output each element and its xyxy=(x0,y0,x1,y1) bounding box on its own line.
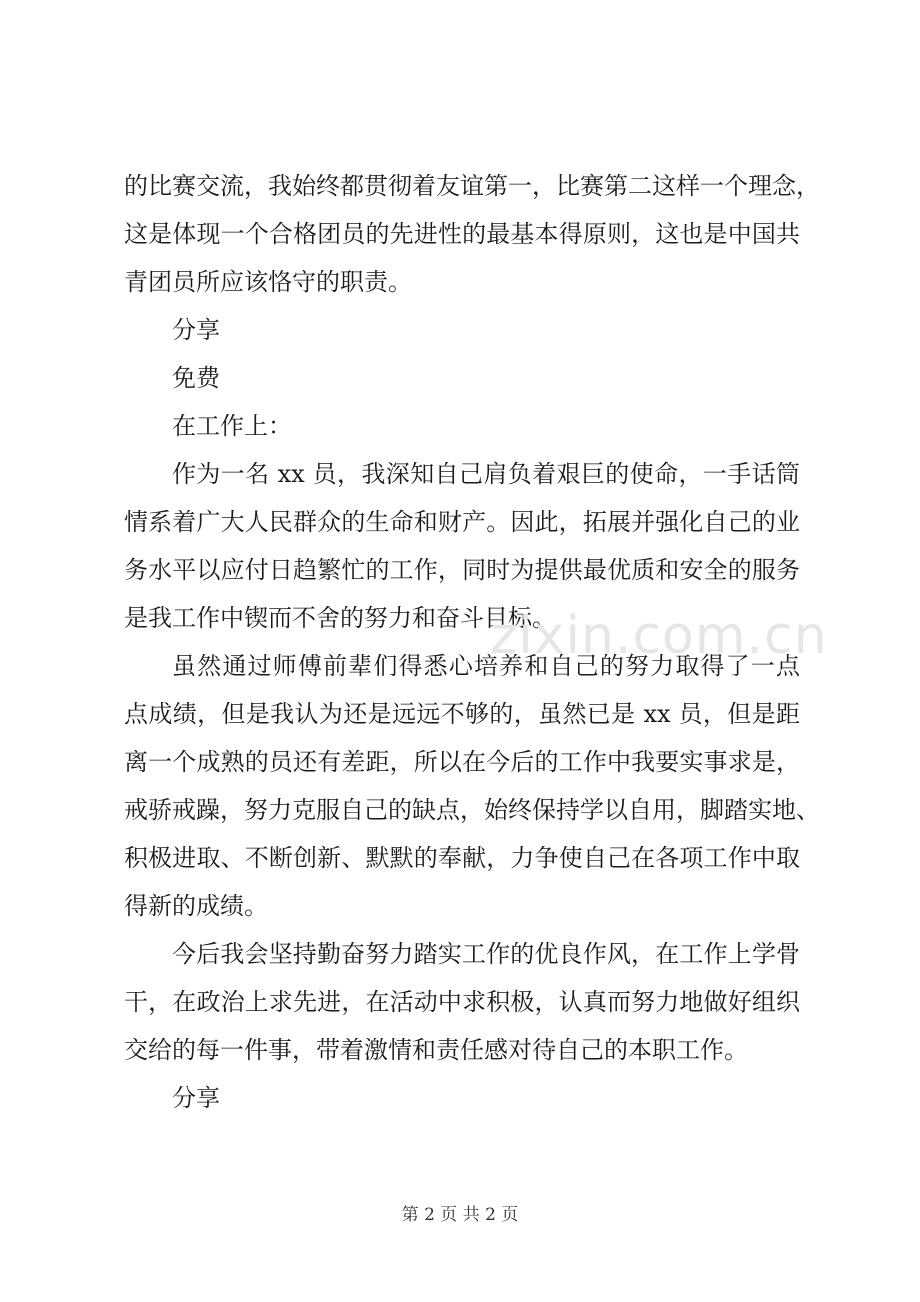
text-line: 戒骄戒躁，努力克服自己的缺点，始终保持学以自用，脚踏实地、 xyxy=(124,796,820,824)
text-line: 是我工作中锲而不舍的努力和奋斗目标。 xyxy=(124,604,556,632)
text-line: 分享 xyxy=(172,1084,220,1112)
section-heading: 在工作上： xyxy=(172,412,292,440)
text-line: 务水平以应付日趋繁忙的工作，同时为提供最优质和安全的服务 xyxy=(124,556,800,584)
paragraph-first-line: 今后我会坚持勤奋努力踏实工作的优良作风，在工作上学骨 xyxy=(172,940,800,968)
watermark: zixin.com.cn xyxy=(490,606,828,666)
text-line: 分享 xyxy=(172,316,220,344)
text-line: 的比赛交流，我始终都贯彻着友谊第一，比赛第二这样一个理念， xyxy=(124,172,820,200)
text-line: 点成绩，但是我认为还是远远不够的，虽然已是 xx 员，但是距 xyxy=(124,700,800,728)
text-line: 积极进取、不断创新、默默的奉献，力争使自己在各项工作中取 xyxy=(124,844,800,872)
text-line: 情系着广大人民群众的生命和财产。因此，拓展并强化自己的业 xyxy=(124,508,800,536)
text-line: 交给的每一件事，带着激情和责任感对待自己的本职工作。 xyxy=(124,1036,748,1064)
paragraph-first-line: 作为一名 xx 员，我深知自己肩负着艰巨的使命，一手话筒 xyxy=(172,460,800,488)
text-line: 免费 xyxy=(172,364,220,392)
paragraph-first-line: 虽然通过师傅前辈们得悉心培养和自己的努力取得了一点 xyxy=(172,652,800,680)
text-line: 干，在政治上求先进，在活动中求积极，认真而努力地做好组织 xyxy=(124,988,800,1016)
text-line: 这是体现一个合格团员的先进性的最基本得原则，这也是中国共 xyxy=(124,220,800,248)
page-footer: 第 2 页 共 2 页 xyxy=(401,1205,519,1225)
text-line: 青团员所应该恪守的职责。 xyxy=(124,268,412,296)
text-line: 离一个成熟的员还有差距，所以在今后的工作中我要实事求是， xyxy=(124,748,800,776)
text-line: 得新的成绩。 xyxy=(124,892,268,920)
